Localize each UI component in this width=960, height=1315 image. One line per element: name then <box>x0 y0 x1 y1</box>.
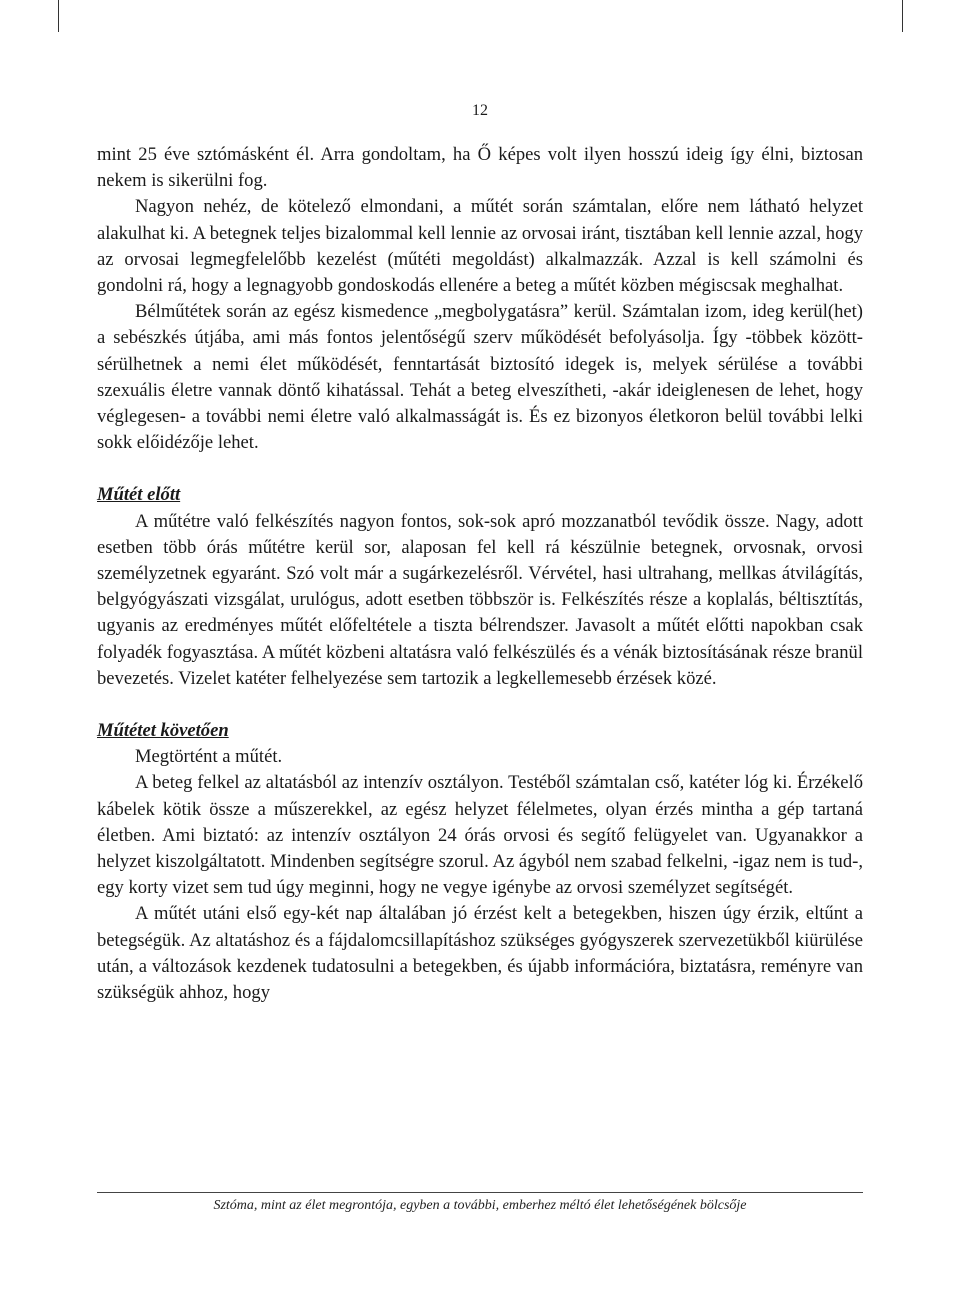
page-number: 12 <box>472 102 488 119</box>
after-paragraph-2: A beteg felkel az altatásból az intenzív osztályon. Testéből számtalan cső, katéter lóg ki. Érzékelő kábelek kötik össze a műszerekkel, az egész helyzet félelmetes, olyan érzés mintha a gép tartaná életben. Ami biztató: az intenzív osztályon 24 órás orvosi és segítő felügyelet van. Ugyanakkor a helyzet kiszolgáltatott. Mindenben segítségre szorul. Az ágyból nem szabad felkelni, -igaz nem is tud-, egy korty vizet sem tud úgy meginni, hogy ne vegye igénybe az orvosi személyzet segítségét. <box>97 772 863 899</box>
intro-paragraph-2: Nagyon nehéz, de kötelező elmondani, a műtét során számtalan, előre nem látható helyzet alakulhat ki. A betegnek teljes bizalommal kell lennie az orvosai iránt, tisztában kell lennie azzal, hogy az orvosai legmegfelelőbb kezelést (műtéti megoldást) alkalmazzák. Azzal is kell számolni és gondolni rá, hogy a legnagyobb gondoskodás ellenére a beteg a műtét közben mégiscsak meghalhat. <box>97 196 863 297</box>
intro-paragraph-3: Bélműtétek során az egész kismedence „megbolygatásra” kerül. Számtalan izom, ideg kerül(het) a sebészkés útjába, ami más fontos jelentőségű szerv működését befolyásolja. Így -többek között- sérülhetnek a nemi élet működését, fenntartását biztosító idegek is, melyek sérülése a további szexuális életre vannak döntő kihatással. Tehát a beteg elveszítheti, -akár ideiglenesen de lehet, hogy véglegesen- a további nemi életre való alkalmasságát is. És ez bizonyos életkoron belül további lelki sokk előidézője lehet. <box>97 301 863 454</box>
section-heading-before-surgery: Műtét előtt <box>97 484 181 506</box>
footer-text: Sztóma, mint az élet megrontója, egyben a további, emberhez méltó élet lehetőségének bölcsője <box>213 1198 747 1213</box>
footer-divider <box>97 1192 863 1193</box>
document-body <box>97 142 863 1006</box>
after-paragraph-3: A műtét utáni első egy-két nap általában jó érzést kelt a betegekben, hiszen úgy érzik, eltűnt a betegségük. Az altatáshoz és a fájdalomcsillapításhoz szükséges gyógyszerek szervezetükből kiürülése után, a változások kezdenek tudatosulni a betegekben, és újabb információra, biztatásra, reményre van szükségük ahhoz, hogy <box>97 903 863 1004</box>
section-heading-after-surgery: Műtétet követően <box>97 720 229 742</box>
before-paragraph-1: A műtétre való felkészítés nagyon fontos, sok-sok apró mozzanatból tevődik össze. Nagy, adott esetben több órás műtétre kerül sor, alaposan fel kell rá készülnie betegnek, orvosnak, orvosi személyzetnek egyaránt. Szó volt már a sugárkezelésről. Vérvétel, hasi ultrahang, mellkas átvilágítás, belgyógyászati vizsgálat, urulógus, adott esetben többször is. Felkészítés része a koplalás, béltisztítás, ugyanis az eredményes műtét előfeltétele a tiszta bélrendszer. Javasolt a műtét előtti napokban csak folyadék fogyasztása. A műtét közbeni altatásra való felkészülés és a vénák biztosításának része branül bevezetés. Vizelet katéter felhelyezése sem tartozik a legkellemesebb érzések közé. <box>97 510 863 689</box>
after-paragraph-1: Megtörtént a műtét. <box>135 746 283 768</box>
intro-paragraph-1: mint 25 éve sztómásként él. Arra gondoltam, ha Ő képes volt ilyen hosszú ideig így élni, biztosan nekem is sikerülni fog. <box>97 144 863 192</box>
crop-mark-right <box>902 0 903 32</box>
footer <box>0 1198 960 1214</box>
crop-mark-left <box>58 0 59 32</box>
